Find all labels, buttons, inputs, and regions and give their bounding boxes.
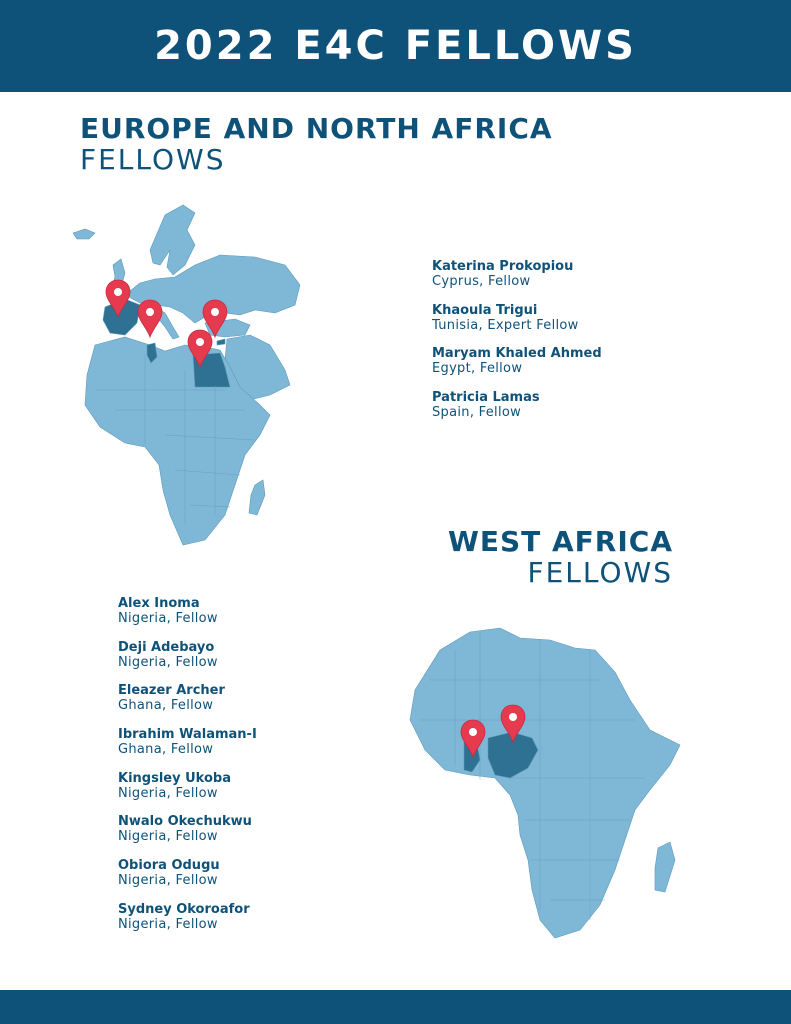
fellow-role: Nigeria, Fellow bbox=[118, 654, 218, 670]
africa-map bbox=[400, 610, 690, 945]
fellow-name: Deji Adebayo bbox=[118, 639, 215, 655]
fellow-name: Khaoula Trigui bbox=[432, 302, 538, 318]
fellow-role: Cyprus, Fellow bbox=[432, 274, 531, 289]
iceland-shape bbox=[73, 229, 95, 239]
fellow-role: Nigeria, Fellow bbox=[118, 611, 218, 626]
west-heading-bold: WEST AFRICA bbox=[447, 525, 673, 558]
list-item bbox=[432, 390, 602, 434]
list-item bbox=[118, 771, 257, 815]
africa-shape bbox=[410, 628, 680, 938]
list-item bbox=[118, 683, 257, 727]
west-heading-light: FELLOWS bbox=[527, 555, 673, 589]
fellow-name: Obiora Odugu bbox=[118, 858, 220, 874]
fellow-name: Kingsley Ukoba bbox=[118, 770, 231, 786]
fellow-role: Nigeria, Fellow bbox=[118, 829, 218, 845]
madagascar-shape bbox=[655, 842, 675, 892]
fellow-role: Ghana, Fellow bbox=[118, 742, 214, 758]
list-item bbox=[118, 596, 257, 640]
fellow-name: Maryam Khaled Ahmed bbox=[432, 346, 602, 362]
list-item bbox=[118, 640, 257, 684]
europe-fellows-list bbox=[432, 259, 602, 434]
fellow-role: Nigeria, Fellow bbox=[118, 873, 218, 889]
europe-heading-bold: EUROPE AND NORTH AFRICA bbox=[80, 112, 553, 145]
list-item bbox=[432, 303, 602, 347]
fellow-name: Katerina Prokopiou bbox=[432, 259, 574, 274]
fellow-name: Nwalo Okechukwu bbox=[118, 814, 252, 830]
west-africa-section-heading bbox=[448, 527, 673, 589]
fellow-role: Tunisia, Expert Fellow bbox=[432, 317, 579, 333]
page-title: 2022 E4C FELLOWS bbox=[154, 23, 637, 69]
fellow-role: Ghana, Fellow bbox=[118, 698, 214, 714]
list-item bbox=[118, 727, 257, 771]
fellow-name: Patricia Lamas bbox=[432, 390, 540, 406]
madagascar-shape bbox=[249, 480, 265, 515]
europe-section-heading bbox=[80, 114, 553, 176]
map-pin-icon bbox=[138, 300, 162, 337]
fellow-role: Egypt, Fellow bbox=[432, 361, 523, 377]
west-africa-fellows-list bbox=[118, 596, 257, 946]
fellow-name: Ibrahim Walaman-I bbox=[118, 727, 257, 743]
list-item bbox=[118, 902, 257, 946]
fellow-role: Nigeria, Fellow bbox=[118, 785, 218, 801]
cyprus-shape bbox=[217, 339, 225, 345]
list-item bbox=[118, 858, 257, 902]
list-item bbox=[118, 814, 257, 858]
scandinavia-shape bbox=[150, 205, 195, 275]
fellow-name: Sydney Okoroafor bbox=[118, 901, 250, 917]
top-banner bbox=[0, 0, 791, 92]
list-item bbox=[432, 259, 602, 303]
list-item bbox=[432, 346, 602, 390]
fellow-name: Alex Inoma bbox=[118, 596, 200, 611]
fellow-role: Spain, Fellow bbox=[432, 405, 522, 421]
fellow-name: Eleazer Archer bbox=[118, 683, 225, 699]
europe-africa-map bbox=[55, 195, 305, 555]
europe-heading-light: FELLOWS bbox=[80, 142, 226, 176]
fellow-role: Nigeria, Fellow bbox=[118, 916, 218, 932]
bottom-bar bbox=[0, 990, 791, 1024]
